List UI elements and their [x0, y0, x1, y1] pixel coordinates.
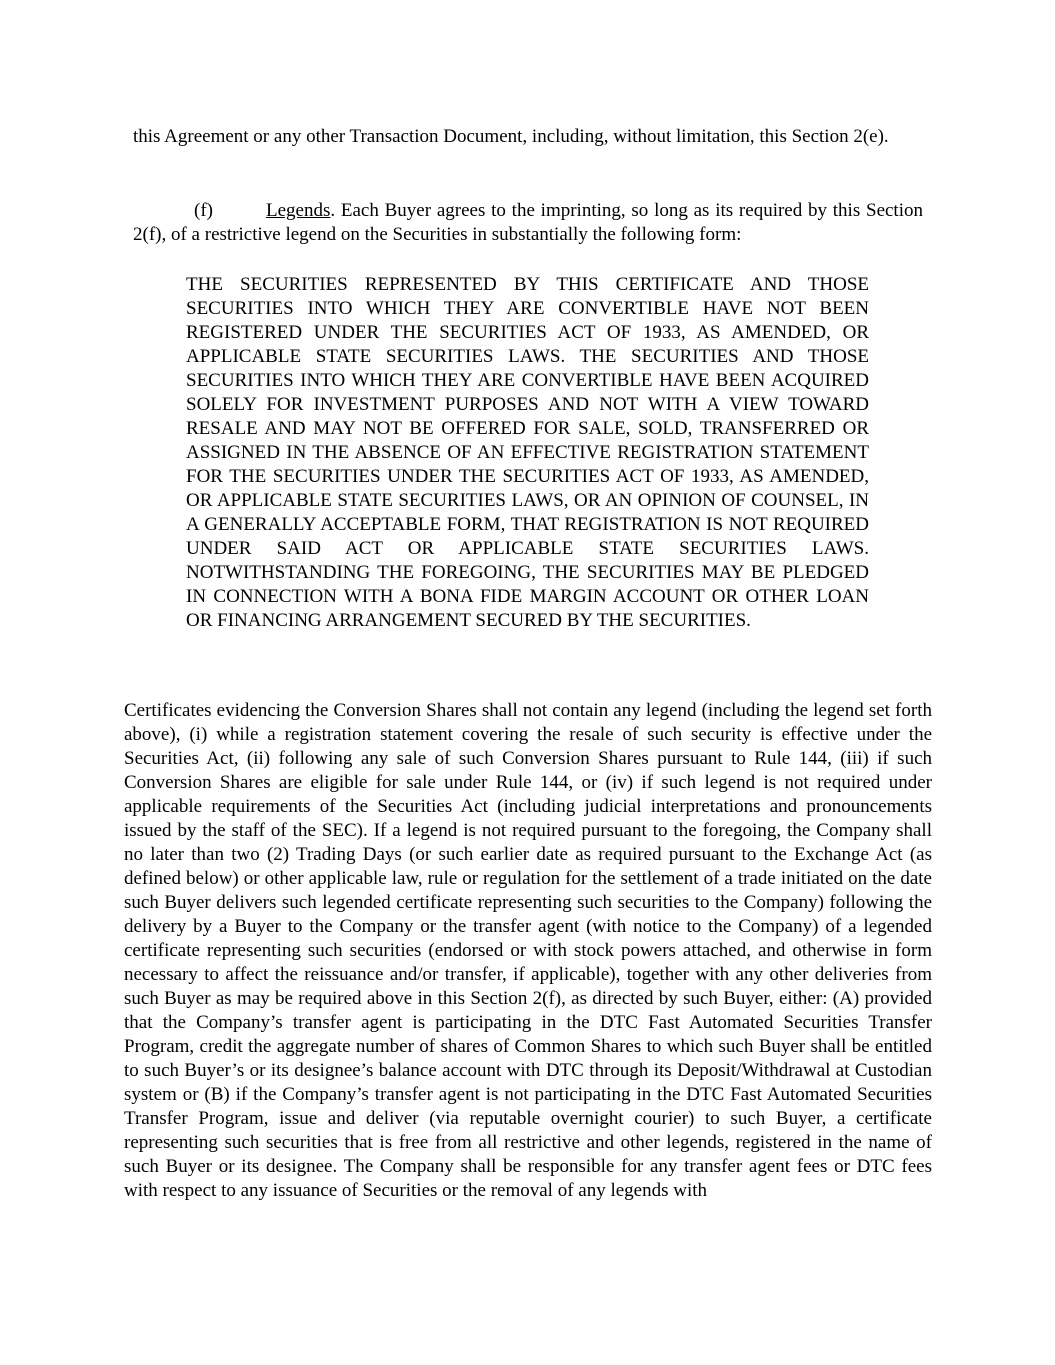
section-f-number: (f) — [194, 200, 213, 221]
section-f-heading: Legends — [266, 200, 331, 221]
section-f-paragraph — [133, 199, 923, 247]
section-f-text: . Each Buyer agrees to the imprinting, so long as its required by this Section 2(f), of a restrictive legend on the Securities in substantially the following form: — [133, 200, 923, 245]
continuation-paragraph: this Agreement or any other Transaction Document, including, without limitation, this Section 2(e). — [133, 126, 889, 147]
restrictive-legend-block: THE SECURITIES REPRESENTED BY THIS CERTIFICATE AND THOSE SECURITIES INTO WHICH THEY ARE CONVERTIBLE HAVE NOT BEEN REGISTERED UNDER THE SECURITIES ACT OF 1933, AS AMENDED, OR APPLICABLE STATE SECURITIES LAWS. THE SECURITIES AND THOSE SECURITIES INTO WHICH THEY ARE CONVERTIBLE HAVE BEEN ACQUIRED SOLELY FOR INVESTMENT PURPOSES AND NOT WITH A VIEW TOWARD RESALE AND MAY NOT BE OFFERED FOR SALE, SOLD, TRANSFERRED OR ASSIGNED IN THE ABSENCE OF AN EFFECTIVE REGISTRATION STATEMENT FOR THE SECURITIES UNDER THE SECURITIES ACT OF 1933, AS AMENDED, OR APPLICABLE STATE SECURITIES LAWS, OR AN OPINION OF COUNSEL, IN A GENERALLY ACCEPTABLE FORM, THAT REGISTRATION IS NOT REQUIRED UNDER SAID ACT OR APPLICABLE STATE SECURITIES LAWS. NOTWITHSTANDING THE FOREGOING, THE SECURITIES MAY BE PLEDGED IN CONNECTION WITH A BONA FIDE MARGIN ACCOUNT OR OTHER LOAN OR FINANCING ARRANGEMENT SECURED BY THE SECURITIES. — [186, 274, 869, 631]
conversion-shares-paragraph: Certificates evidencing the Conversion Shares shall not contain any legend (including the legend set forth above), (i) while a registration statement covering the resale of such security is effective under the Securities Act, (ii) following any sale of such Conversion Shares pursuant to Rule 144, (iii) if such Conversion Shares are eligible for sale under Rule 144, or (iv) if such legend is not required under applicable requirements of the Securities Act (including judicial interpretations and pronouncements issued by the staff of the SEC). If a legend is not required pursuant to the foregoing, the Company shall no later than two (2) Trading Days (or such earlier date as required pursuant to the Exchange Act (as defined below) or other applicable law, rule or regulation for the settlement of a trade initiated on the date such Buyer delivers such legended certificate representing such securities to the Company) following the delivery by a Buyer to the Company or the transfer agent (with notice to the Company) of a legended certificate representing such securities (endorsed or with stock powers attached, and otherwise in form necessary to affect the reissuance and/or transfer, if applicable), together with any other deliveries from such Buyer as may be required above in this Section 2(f), as directed by such Buyer, either: (A) provided that the Company’s transfer agent is participating in the DTC Fast Automated Securities Transfer Program, credit the aggregate number of shares of Common Shares to which such Buyer shall be entitled to such Buyer’s or its designee’s balance account with DTC through its Deposit/Withdrawal at Custodian system or (B) if the Company’s transfer agent is not participating in the DTC Fast Automated Securities Transfer Program, issue and deliver (via reputable overnight courier) to such Buyer, a certificate representing such securities that is free from all restrictive and other legends, registered in the name of such Buyer or its designee. The Company shall be responsible for any transfer agent fees or DTC fees with respect to any issuance of Securities or the removal of any legends with — [124, 700, 932, 1201]
